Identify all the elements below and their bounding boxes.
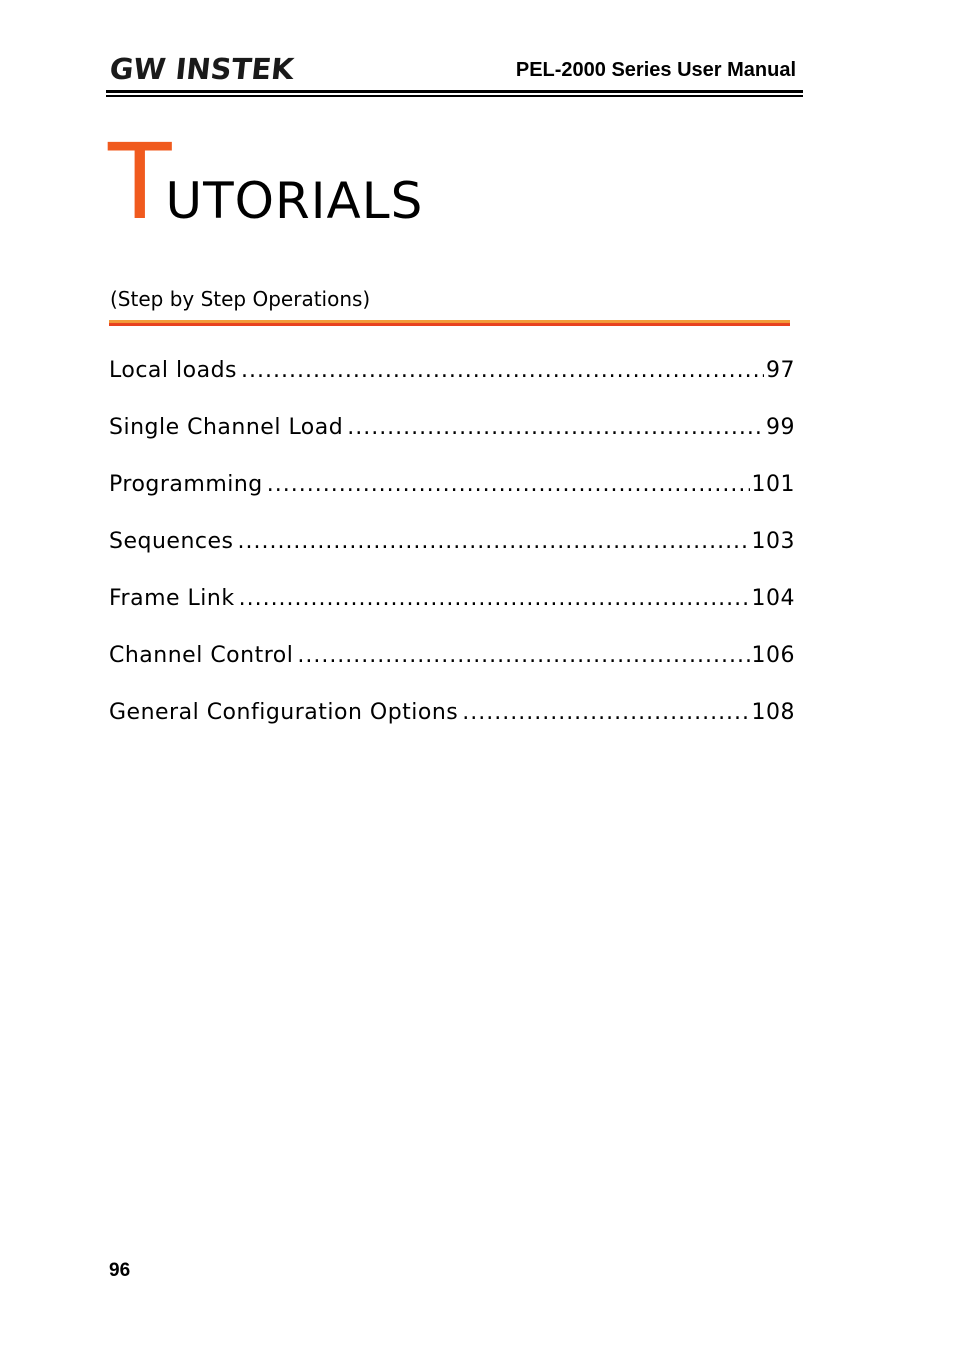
toc-entry-label: Programming [109, 472, 263, 497]
toc-dot-leader [462, 700, 749, 725]
toc-entry-page: 103 [751, 529, 795, 554]
toc-entry-programming[interactable] [109, 472, 795, 529]
accent-rule [109, 320, 790, 326]
toc-entry-label: Sequences [109, 529, 234, 554]
toc-dot-leader [297, 643, 749, 668]
table-of-contents [109, 358, 795, 757]
toc-entry-label: Frame Link [109, 586, 235, 611]
toc-entry-page: 108 [751, 700, 795, 725]
toc-entry-page: 99 [766, 415, 795, 440]
manual-title: PEL-2000 Series User Manual [515, 59, 796, 81]
toc-entry-channel-control[interactable] [109, 643, 795, 700]
page-number: 96 [109, 1260, 131, 1281]
chapter-subtitle: (Step by Step Operations) [110, 287, 371, 311]
toc-entry-general-configuration-options[interactable] [109, 700, 795, 757]
chapter-title [108, 121, 424, 243]
toc-entry-label: Channel Control [109, 643, 294, 668]
brand-logo: GW INSTEK [108, 52, 296, 86]
toc-entry-single-channel-load[interactable] [109, 415, 795, 472]
header-rule-thin [106, 95, 803, 97]
toc-dot-leader [241, 358, 764, 383]
toc-entry-page: 97 [766, 358, 795, 383]
toc-entry-local-loads[interactable] [109, 358, 795, 415]
toc-entry-label: Single Channel Load [109, 415, 344, 440]
toc-dot-leader [267, 472, 750, 497]
chapter-title-rest: UTORIALS [165, 172, 424, 230]
toc-dot-leader [347, 415, 764, 440]
toc-entry-frame-link[interactable] [109, 586, 795, 643]
toc-entry-page: 104 [751, 586, 795, 611]
toc-entry-sequences[interactable] [109, 529, 795, 586]
toc-entry-label: General Configuration Options [109, 700, 459, 725]
toc-entry-label: Local loads [109, 358, 237, 383]
toc-entry-page: 101 [751, 472, 795, 497]
toc-dot-leader [239, 586, 750, 611]
header-rule-thick [106, 90, 803, 93]
chapter-title-initial: T [108, 121, 172, 243]
toc-entry-page: 106 [751, 643, 795, 668]
toc-dot-leader [237, 529, 749, 554]
